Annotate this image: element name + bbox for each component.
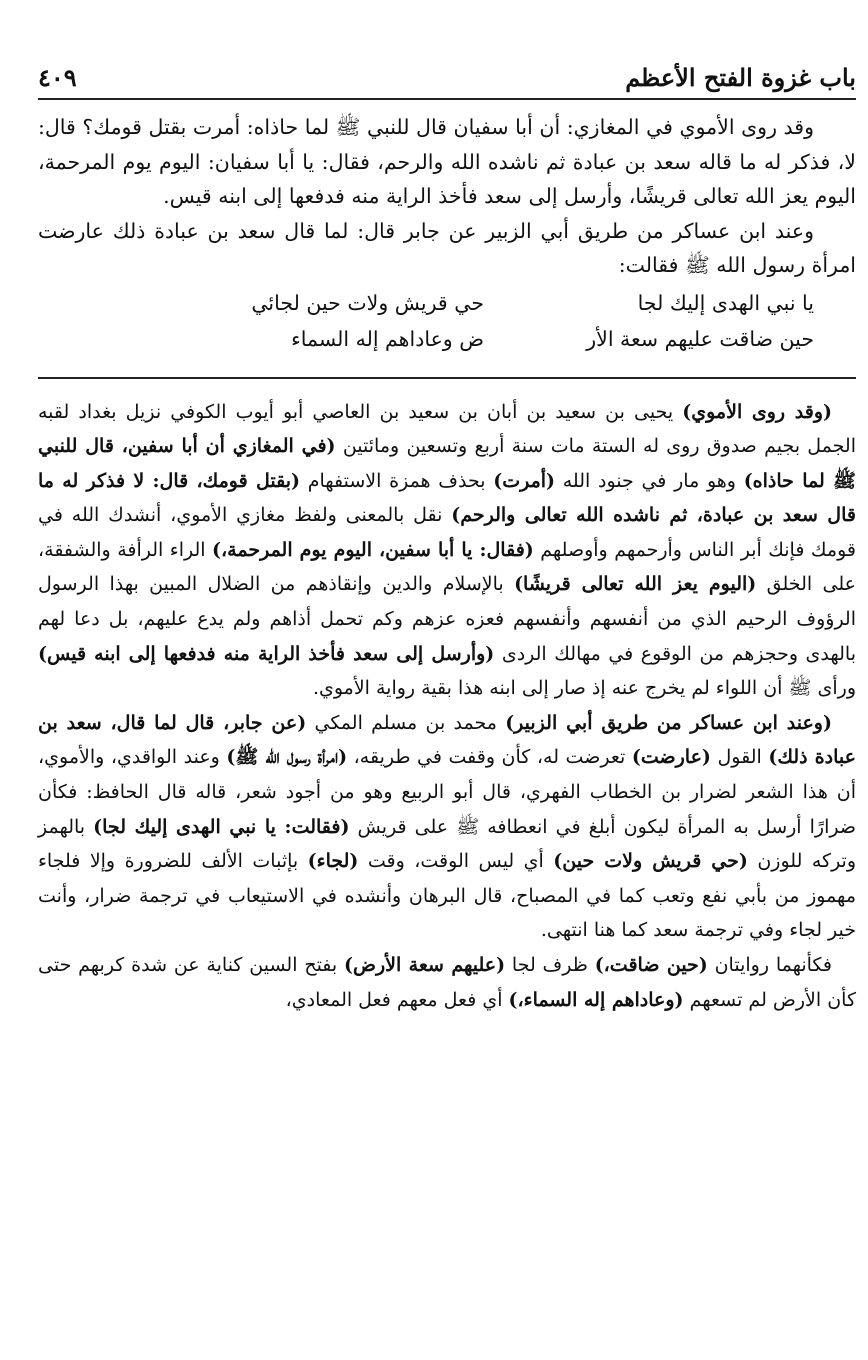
quoted-phrase: (وقد روى الأموي) — [682, 400, 832, 423]
commentary-paragraph-1 — [38, 395, 856, 706]
commentary-text: أي ليس الوقت، وقت — [358, 850, 554, 873]
commentary-text: بإثبات الألف للضرورة وإلا فلجاء مهموز من بأبي نفع وتعب كما في المصباح، قال البرهان وأنشده في الاستيعاب في ترجمة ضرار، وأنت خير لجاء وفي ترجمة سعد كما هنا انتهى. — [38, 850, 856, 942]
main-paragraph-2: وعند ابن عساكر من طريق أبي الزبير عن جابر قال: لما قال سعد بن عبادة ذلك عارضت امرأة رسول الله ﷺ فقالت: — [38, 218, 856, 277]
commentary-text: وهو مار في جنود الله — [555, 469, 744, 492]
quoted-phrase: (بقتل قومك، قال: لا فذكر له ما قال سعد بن عبادة، ثم ناشده الله تعالى والرحم) — [38, 469, 856, 527]
quoted-phrase: (في المغازي أن أبا سفين، قال للنبي ﷺ لما حاذاه) — [38, 435, 856, 492]
poem-line-1 — [38, 285, 856, 321]
main-paragraph-1: وقد روى الأموي في المغازي: أن أبا سفيان قال للنبي ﷺ لما حاذاه: أمرت بقتل قومك؟ قال: لا، فذكر له ما قاله سعد بن عبادة ثم ناشده الله والرحم، فقال: يا أبا سفيان: اليوم يوم المرحمة، اليوم يعز الله تعالى قريشًا، وأرسل إلى سعد فأخذ الراية منه فدفعها إلى ابنه قيس. — [38, 115, 856, 208]
commentary-text: الراء الرأفة والشفقة، على الخلق — [38, 538, 856, 596]
poem-hemistich: حي قريش ولات حين لجائي — [251, 290, 484, 315]
commentary-text: نقل بالمعنى ولفظ مغازي الأموي، أنشدك الله في قومك فإنك أبر الناس وأرحمهم وأوصلهم — [38, 504, 856, 561]
running-title: باب غزوة الفتح الأعظم — [625, 63, 856, 92]
commentary-text: تعرضت له، كأن وقفت في طريقه، — [347, 746, 632, 769]
quoted-phrase: (فقال: يا أبا سفين، اليوم يوم المرحمة،) — [212, 538, 534, 561]
commentary — [38, 395, 856, 1018]
poem-hemistich: يا نبي الهدى إليك لجا — [637, 290, 814, 315]
commentary-text: بالإسلام والدين وإنقاذهم من الضلال المبين بهذا الرسول الرؤوف الرحيم الذي من أنفسهم وأنفسهم فعزه عزهم وكم تحمل أذاهم ولم يدع عليهم، بل دعا لهم بالهدى وحجزهم من الوقوع في مهالك الردى — [38, 573, 857, 665]
commentary-text: ظرف لجا — [505, 954, 595, 976]
quoted-phrase: (فقالت: يا نبي الهدى إليك لجا) — [93, 815, 350, 838]
poem-hemistich: حين ضاقت عليهم سعة الأر — [586, 326, 814, 351]
page-number: ٤٠٩ — [38, 63, 77, 92]
quoted-phrase: (عليهم سعة الأرض) — [344, 954, 506, 976]
commentary-text: بالهمز وتركه للوزن — [38, 815, 857, 873]
commentary-paragraph-2 — [38, 706, 856, 948]
commentary-text: بفتح السين كناية عن شدة كربهم حتى كأن الأرض لم تسعهم — [38, 954, 856, 1011]
quoted-phrase: (عارضت) — [631, 746, 711, 769]
main-text — [38, 110, 856, 283]
commentary-text: أي فعل معهم فعل المعادي، — [285, 988, 509, 1011]
commentary-text: يحيى بن سعيد بن أبان بن سعيد بن العاصي أبو أيوب الكوفي نزيل بغداد لقبه الجمل بجيم صدوق روى له الستة مات سنة أربع وتسعين ومائتين — [38, 400, 856, 458]
commentary-text: بحذف همزة الاستفهام — [300, 469, 494, 492]
quoted-phrase: (لجاء) — [307, 850, 359, 873]
quoted-phrase: (امرأة رسول الله ﷺ) — [226, 746, 348, 769]
quoted-phrase: (اليوم يعز الله تعالى قريشًا) — [514, 573, 757, 596]
page-header — [38, 40, 856, 98]
poem-line-2 — [38, 321, 856, 357]
book-page — [38, 40, 856, 1340]
poem — [38, 285, 856, 357]
footnote-rule — [38, 377, 856, 379]
commentary-paragraph-3 — [38, 948, 856, 1017]
quoted-phrase: (وعاداهم إله السماء،) — [508, 988, 684, 1011]
poem-hemistich: ض وعاداهم إله السماء — [291, 326, 484, 351]
commentary-text: محمد بن مسلم المكي — [306, 711, 506, 734]
quoted-phrase: (عن جابر، قال لما قال، سعد بن عبادة ذلك) — [38, 711, 856, 769]
commentary-text: القول — [710, 746, 769, 769]
header-rule — [38, 98, 856, 100]
commentary-text: ورأى ﷺ أن اللواء لم يخرج عنه إذ صار إلى ابنه هذا بقية رواية الأموي. — [312, 677, 856, 700]
commentary-text: وعند الواقدي، والأموي، أن هذا الشعر لضرار بن الخطاب الفهري، قال أبو الربيع وهو من أجود شعر، قاله قال الحافظ: فكأن ضرارًا أرسل به المرأة ليكون أبلغ في انعطافه ﷺ على قريش — [38, 746, 856, 838]
quoted-phrase: (أمرت) — [493, 469, 556, 492]
quoted-phrase: (حين ضاقت،) — [594, 954, 708, 976]
commentary-text: فكأنهما روايتان — [707, 954, 832, 976]
quoted-phrase: (حي قريش ولات حين) — [553, 850, 748, 873]
quoted-phrase: (وعند ابن عساكر من طريق أبي الزبير) — [505, 711, 832, 734]
quoted-phrase: (وأرسل إلى سعد فأخذ الراية منه فدفعها إلى ابنه قيس) — [38, 642, 495, 665]
